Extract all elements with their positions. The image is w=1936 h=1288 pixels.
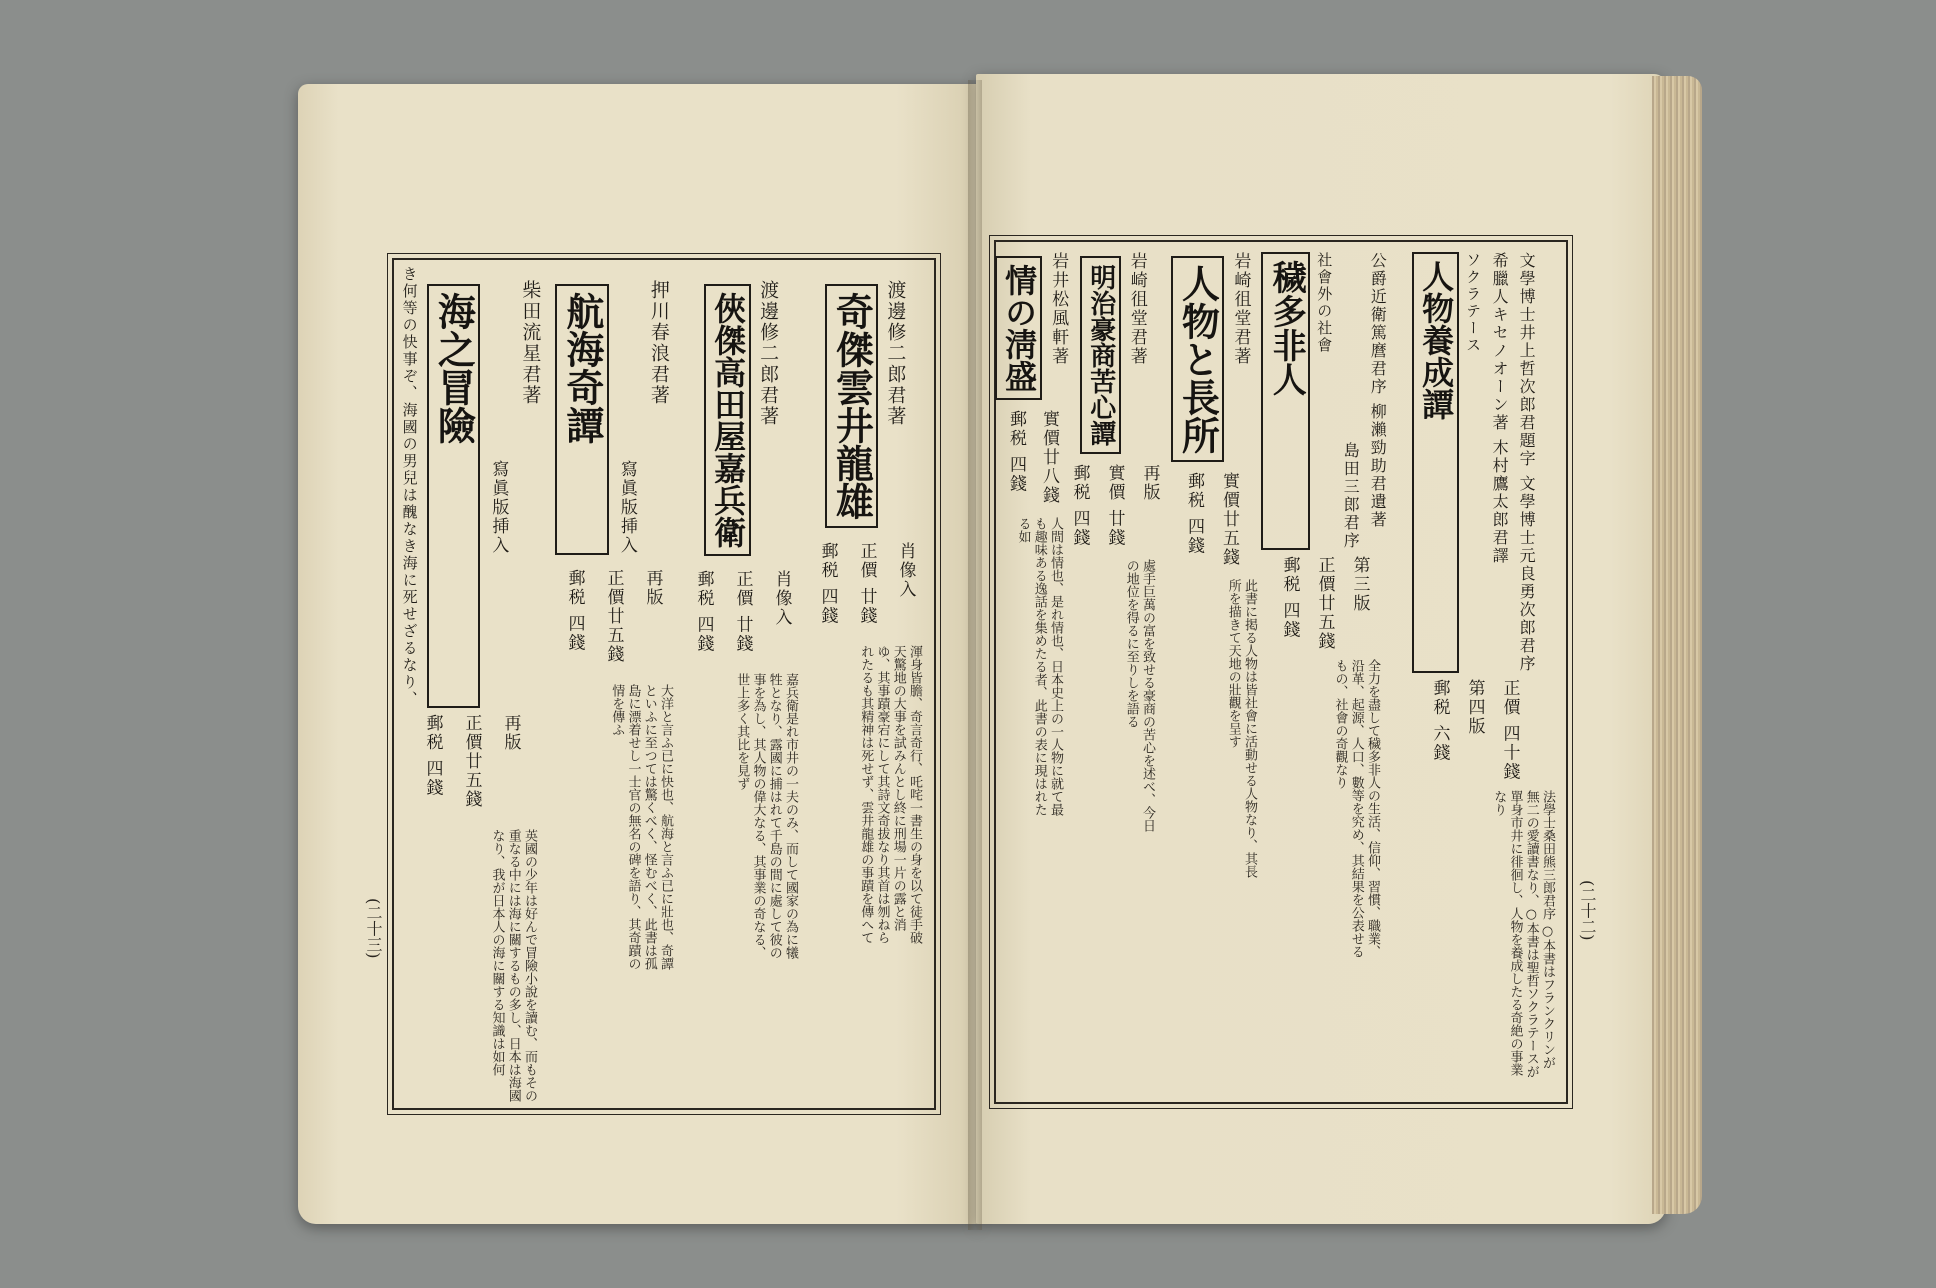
author: 渡邊修二郎君著 <box>884 280 907 427</box>
postage: 郵税 四錢 <box>1279 556 1300 640</box>
subtitle: ソクラテース <box>1464 252 1483 354</box>
note: 寫眞版挿入 <box>616 460 637 555</box>
ad-jinbutsu-yosei <box>1390 242 1560 1102</box>
postage: 郵税 四錢 <box>422 714 443 798</box>
description: 英國の少年は好んで冒險小說を讀む、而もその重なる中には海に關するもの多し、日本は海國なり、我が日本人の海に關する知識は如何 <box>489 829 537 1102</box>
description: 法學士桑田熊三郎君序 ○本書はフランクリンが無二の愛讀書なり、○本書は聖哲ソクラテースが單身市井に徘徊し、人物を養成したる奇絶の事業なり <box>1491 789 1555 1078</box>
price: 實價廿五錢 <box>1219 472 1239 567</box>
extra: 島田三郎君序 <box>1341 442 1361 550</box>
description: 處手巨萬の富を致せる豪商の苦心を述べ、今日の地位を得るに至りしを語る <box>1123 559 1155 833</box>
description: 嘉兵衛是れ市井の一夫のみ、而して國家の為に犧牲となり、露國に捕はれて千島の間に處して彼の事を為し、其人物の偉大なる、其事業の奇なる、世上多く其比を見ず <box>734 673 798 960</box>
postage: 郵税 四錢 <box>564 569 585 653</box>
book-title: 奇傑雲井龍雄 <box>825 284 879 528</box>
note: 肖像入 <box>895 542 916 599</box>
description: 大洋と言ふ已に快也、航海と言ふ已に壯也、奇譚といふに至つては驚くべく、怪むべく、此書は孤島に漂着せし一士官の無名の碑を語り、其奇蹟の情を傳ふ <box>609 684 673 970</box>
book-title: 俠傑高田屋嘉兵衛 <box>704 284 751 556</box>
subtitle: 社會外の社會 <box>1315 252 1334 354</box>
page-edges <box>1652 76 1702 1214</box>
edition: 第三版 <box>1349 556 1370 613</box>
author: 岩井松風軒著 <box>1048 252 1069 366</box>
ad-kaketsu-kumoi <box>808 260 926 1108</box>
author: 岩崎徂堂君著 <box>1230 252 1251 366</box>
postage: 郵税 四錢 <box>1184 472 1204 556</box>
edition: 再版 <box>642 569 663 607</box>
postage: 郵税 四錢 <box>1069 464 1090 548</box>
book-spine <box>968 80 982 1230</box>
description: 渾身皆膽、奇言奇行、吒咤一書生の身を以て徒手破天驚地の大事を試みんとし終に刑場一片の露と消ゆ、其事蹟豪宕にして其詩文奇拔なり其首は刎ねられたるも其精神は死せず、雲井龍雄の事蹟を傳へて <box>858 645 922 945</box>
book-title: 海之冒險 <box>427 284 481 708</box>
postage: 郵税 四錢 <box>1006 410 1026 494</box>
book-title: 航海奇譚 <box>555 284 609 555</box>
book-title: 人物と長所 <box>1171 256 1225 462</box>
ad-kyoketsu-takataya <box>684 260 802 1108</box>
note: 寫眞版挿入 <box>488 460 509 555</box>
price: 正價 廿錢 <box>732 570 753 654</box>
author: 公爵近衛篤麿君序 柳瀨勁助君遺著 <box>1368 252 1388 530</box>
postage: 郵税 四錢 <box>817 542 838 626</box>
ad-umi-no-boken <box>402 260 542 1108</box>
book-title: 情の淸盛 <box>995 256 1042 400</box>
left-ad-frame <box>392 258 936 1110</box>
price: 正價廿五錢 <box>1314 556 1335 651</box>
price: 正價 廿錢 <box>856 542 877 626</box>
ad-eta-hinin <box>1266 242 1388 1102</box>
ad-meiji-gosho <box>1069 242 1160 1102</box>
price: 實價 廿錢 <box>1104 464 1125 548</box>
right-ad-frame <box>994 240 1568 1104</box>
price: 正價廿五錢 <box>461 714 482 809</box>
book-title: 人物養成譚 <box>1412 252 1459 673</box>
lead-text: 文學博士井上哲次郎君題字 文學博士元良勇次郎君序 <box>1517 252 1537 674</box>
ad-jo-no-kiyomori <box>1000 242 1069 1102</box>
author: 押川春浪君著 <box>647 280 670 406</box>
description: 人間は情也、是れ情也、日本史上の一人物に就て最も趣味ある逸話を集めたる者、此書の表に現はれたる如 <box>1015 517 1063 816</box>
description: 此書に掲る人物は皆社會に活動せる人物なり、其長所を描きて天地の壯觀を呈す <box>1225 579 1257 878</box>
price: 實價廿八錢 <box>1039 410 1059 505</box>
note: 肖像入 <box>771 570 792 627</box>
ad-kokai-kitan <box>550 260 678 1108</box>
author: 柴田流星君著 <box>519 280 542 406</box>
book-title: 穢多非人 <box>1261 252 1310 550</box>
edition: 第四版 <box>1464 679 1485 737</box>
description: 全力を盡して穢多非人の生活、信仰、習慣、職業、沿革、起源、人口、數等を究め、其結果を公表せるもの、社會の奇觀なり <box>1332 659 1380 958</box>
author: 希臘人キセノオーン著 木村鷹太郎君譯 <box>1490 252 1510 566</box>
book-title: 明治豪商苦心譚 <box>1080 256 1121 454</box>
author: 岩崎徂堂君著 <box>1126 252 1147 366</box>
price: 正價 四十錢 <box>1499 679 1520 782</box>
edition: 再版 <box>500 714 521 752</box>
author: 渡邊修二郎君著 <box>757 280 780 427</box>
left-page-number: (二十三) <box>364 898 383 959</box>
price: 正價廿五錢 <box>603 569 624 664</box>
postage: 郵税 六錢 <box>1429 679 1450 763</box>
right-page-number: (二十二) <box>1578 880 1597 941</box>
ad-jinbutsu-to-chosho <box>1164 242 1260 1102</box>
postage: 郵税 四錢 <box>693 570 714 654</box>
edition: 再版 <box>1139 464 1160 502</box>
lead-text: き何等の快事ぞ、海國の男兒は醜なき海に死せざるなり、 <box>400 266 419 708</box>
